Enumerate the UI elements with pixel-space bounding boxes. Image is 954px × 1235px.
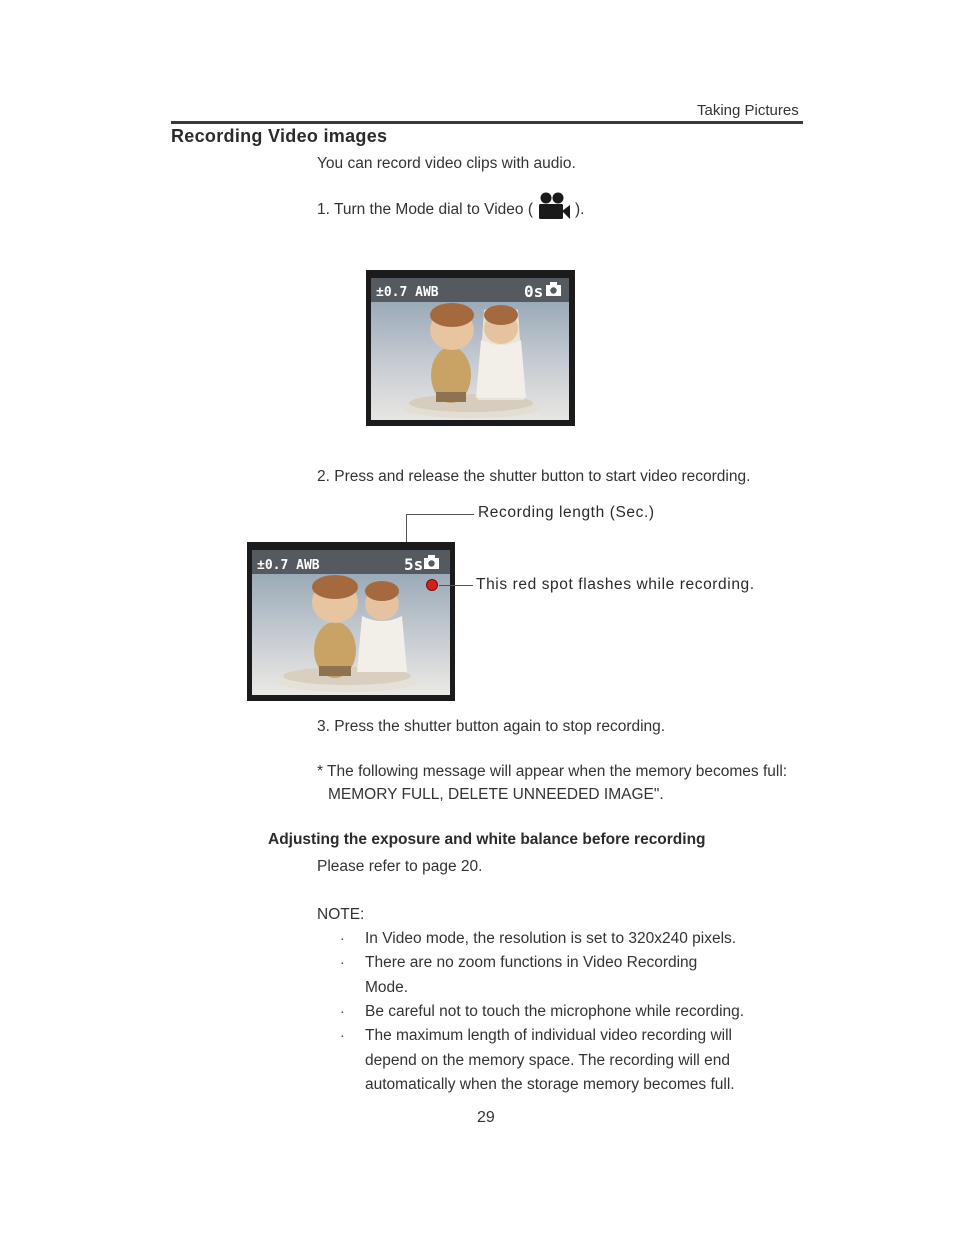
note-item-line: automatically when the storage memory becomes full.	[365, 1076, 735, 1093]
adjusting-text: Please refer to page 20.	[317, 858, 483, 875]
lcd-preview-before-recording	[366, 270, 575, 426]
step-1-close: ).	[575, 201, 585, 218]
bullet-dot: ·	[340, 930, 345, 946]
callout-red-spot: This red spot flashes while recording.	[476, 576, 755, 593]
note-label: NOTE:	[317, 906, 365, 923]
callout-recording-length: Recording length (Sec.)	[478, 504, 655, 521]
note-item-line: The maximum length of individual video recording will	[365, 1027, 733, 1044]
page-number: 29	[477, 1109, 495, 1126]
leader-spot	[439, 585, 473, 586]
memory-note-line-1: * The following message will appear when the memory becomes full:	[317, 763, 788, 780]
bullet-dot: ·	[340, 954, 345, 970]
step-2: 2. Press and release the shutter button to start video recording.	[317, 468, 751, 485]
lcd-preview-recording	[247, 542, 455, 701]
adjusting-title: Adjusting the exposure and white balance before recording	[268, 831, 706, 848]
note-item-3	[365, 1000, 760, 1025]
leader-length-horizontal	[406, 514, 474, 515]
note-item-line: In Video mode, the resolution is set to 320x240 pixels.	[365, 930, 737, 947]
step-1	[317, 192, 584, 222]
intro-text: You can record video clips with audio.	[317, 155, 576, 172]
note-item-2	[365, 951, 760, 1000]
recording-red-spot	[426, 579, 438, 591]
note-item-1	[365, 927, 760, 952]
header-rule	[171, 121, 803, 124]
bullet-dot: ·	[340, 1003, 345, 1019]
memory-note-line-2: MEMORY FULL, DELETE UNNEEDED IMAGE".	[328, 786, 664, 803]
running-header: Taking Pictures	[697, 102, 799, 119]
osd-counter: 5s	[404, 555, 424, 574]
note-item-line: Mode.	[365, 978, 409, 996]
note-item-line: Be careful not to touch the microphone while recording.	[365, 1003, 745, 1020]
step-1-text: 1. Turn the Mode dial to Video (	[317, 201, 533, 218]
section-title: Recording Video images	[171, 126, 388, 146]
bullet-dot: ·	[340, 1027, 345, 1043]
video-camera-icon	[537, 192, 571, 222]
note-item-line: depend on the memory space. The recording will end	[365, 1051, 731, 1069]
osd-exposure-wb: ±0.7 AWB	[257, 558, 320, 573]
osd-exposure-wb: ±0.7 AWB	[376, 285, 439, 300]
leader-length-vertical	[406, 514, 407, 542]
note-item-line: There are no zoom functions in Video Recording	[365, 954, 698, 971]
note-item-4	[365, 1024, 760, 1098]
step-3: 3. Press the shutter button again to stop recording.	[317, 718, 666, 735]
osd-counter: 0s	[524, 282, 544, 301]
